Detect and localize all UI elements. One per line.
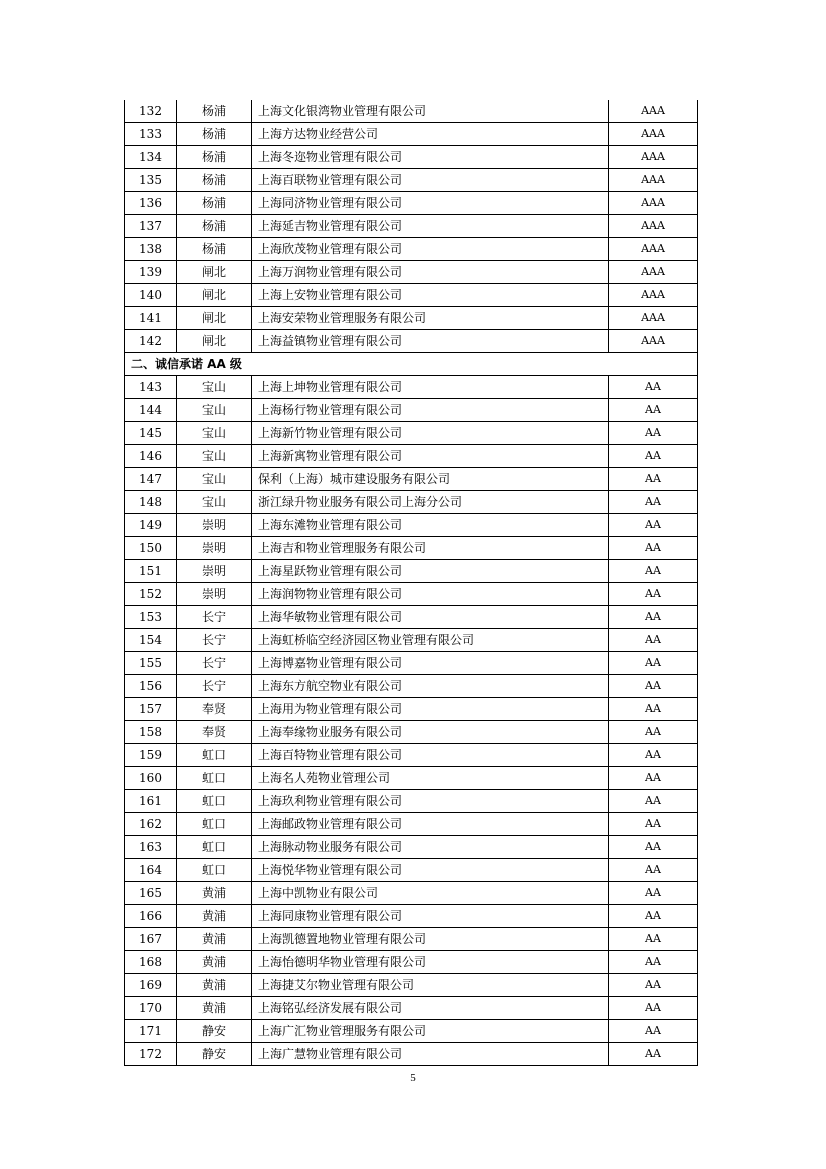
- table-row: [125, 974, 698, 997]
- table-row: [125, 560, 698, 583]
- company-name-cell: 上海欣茂物业管理有限公司: [252, 238, 609, 261]
- section-heading-body: [125, 353, 698, 376]
- district-cell: 奉贤: [177, 721, 252, 744]
- credit-grade-cell: AA: [609, 537, 698, 560]
- section-heading: 二、诚信承诺 AA 级: [125, 353, 698, 376]
- table-row: [125, 215, 698, 238]
- district-cell: 闸北: [177, 261, 252, 284]
- table-row: [125, 675, 698, 698]
- table-row: [125, 767, 698, 790]
- table-row: [125, 261, 698, 284]
- district-cell: 闸北: [177, 330, 252, 353]
- table-row: [125, 813, 698, 836]
- credit-grade-cell: AA: [609, 905, 698, 928]
- row-number: 148: [125, 491, 177, 514]
- row-number: 158: [125, 721, 177, 744]
- table-row: [125, 859, 698, 882]
- row-number: 167: [125, 928, 177, 951]
- row-number: 153: [125, 606, 177, 629]
- credit-grade-cell: AA: [609, 560, 698, 583]
- company-name-cell: 上海冬迩物业管理有限公司: [252, 146, 609, 169]
- table-row: [125, 307, 698, 330]
- district-cell: 虹口: [177, 859, 252, 882]
- row-number: 145: [125, 422, 177, 445]
- district-cell: 虹口: [177, 744, 252, 767]
- company-name-cell: 上海广慧物业管理有限公司: [252, 1043, 609, 1066]
- company-name-cell: 上海虹桥临空经济园区物业管理有限公司: [252, 629, 609, 652]
- table-row: [125, 192, 698, 215]
- credit-grade-cell: AA: [609, 583, 698, 606]
- district-cell: 杨浦: [177, 146, 252, 169]
- company-name-cell: 上海上坤物业管理有限公司: [252, 376, 609, 399]
- table-row: [125, 698, 698, 721]
- row-number: 139: [125, 261, 177, 284]
- credit-grade-cell: AA: [609, 698, 698, 721]
- row-number: 162: [125, 813, 177, 836]
- company-name-cell: 上海新竹物业管理有限公司: [252, 422, 609, 445]
- district-cell: 黄浦: [177, 951, 252, 974]
- company-name-cell: 上海悦华物业管理有限公司: [252, 859, 609, 882]
- table-row: [125, 537, 698, 560]
- district-cell: 长宁: [177, 652, 252, 675]
- row-number: 169: [125, 974, 177, 997]
- company-name-cell: 上海文化银湾物业管理有限公司: [252, 100, 609, 123]
- company-name-cell: 上海奉缘物业服务有限公司: [252, 721, 609, 744]
- credit-grade-cell: AA: [609, 951, 698, 974]
- credit-grade-cell: AAA: [609, 123, 698, 146]
- table-row: [125, 721, 698, 744]
- company-name-cell: 上海同康物业管理有限公司: [252, 905, 609, 928]
- row-number: 161: [125, 790, 177, 813]
- company-name-cell: 上海百特物业管理有限公司: [252, 744, 609, 767]
- company-name-cell: 上海百联物业管理有限公司: [252, 169, 609, 192]
- credit-grade-cell: AA: [609, 629, 698, 652]
- table-row: [125, 284, 698, 307]
- credit-grade-cell: AA: [609, 376, 698, 399]
- credit-grade-cell: AA: [609, 422, 698, 445]
- row-number: 138: [125, 238, 177, 261]
- page-number: 5: [410, 1072, 416, 1084]
- table-row: [125, 445, 698, 468]
- table-row: [125, 491, 698, 514]
- company-name-cell: 上海邮政物业管理有限公司: [252, 813, 609, 836]
- district-cell: 杨浦: [177, 215, 252, 238]
- table-body-aa: [125, 376, 698, 1066]
- district-cell: 虹口: [177, 790, 252, 813]
- credit-grade-cell: AA: [609, 859, 698, 882]
- credit-grade-cell: AAA: [609, 146, 698, 169]
- district-cell: 杨浦: [177, 100, 252, 123]
- company-name-cell: 上海怡德明华物业管理有限公司: [252, 951, 609, 974]
- district-cell: 宝山: [177, 399, 252, 422]
- company-name-cell: 上海东方航空物业有限公司: [252, 675, 609, 698]
- row-number: 146: [125, 445, 177, 468]
- district-cell: 宝山: [177, 445, 252, 468]
- table-row: [125, 330, 698, 353]
- table-row: [125, 146, 698, 169]
- row-number: 157: [125, 698, 177, 721]
- credit-rating-table: [124, 100, 698, 1066]
- credit-grade-cell: AA: [609, 767, 698, 790]
- district-cell: 黄浦: [177, 928, 252, 951]
- row-number: 166: [125, 905, 177, 928]
- row-number: 151: [125, 560, 177, 583]
- table-row: [125, 652, 698, 675]
- district-cell: 闸北: [177, 307, 252, 330]
- company-name-cell: 上海延吉物业管理有限公司: [252, 215, 609, 238]
- company-name-cell: 上海中凯物业有限公司: [252, 882, 609, 905]
- district-cell: 静安: [177, 1043, 252, 1066]
- row-number: 143: [125, 376, 177, 399]
- credit-grade-cell: AAA: [609, 307, 698, 330]
- table-row: [125, 514, 698, 537]
- row-number: 172: [125, 1043, 177, 1066]
- row-number: 163: [125, 836, 177, 859]
- district-cell: 黄浦: [177, 905, 252, 928]
- credit-grade-cell: AA: [609, 721, 698, 744]
- company-name-cell: 上海吉和物业管理服务有限公司: [252, 537, 609, 560]
- credit-grade-cell: AA: [609, 491, 698, 514]
- company-name-cell: 上海博嘉物业管理有限公司: [252, 652, 609, 675]
- credit-grade-cell: AA: [609, 813, 698, 836]
- table-row: [125, 238, 698, 261]
- company-name-cell: 上海捷艾尔物业管理有限公司: [252, 974, 609, 997]
- company-name-cell: 上海东滩物业管理有限公司: [252, 514, 609, 537]
- company-name-cell: 上海名人苑物业管理公司: [252, 767, 609, 790]
- row-number: 150: [125, 537, 177, 560]
- table-row: [125, 100, 698, 123]
- section-heading-row: [125, 353, 698, 376]
- company-name-cell: 浙江绿升物业服务有限公司上海分公司: [252, 491, 609, 514]
- credit-grade-cell: AAA: [609, 261, 698, 284]
- credit-grade-cell: AA: [609, 468, 698, 491]
- row-number: 170: [125, 997, 177, 1020]
- company-name-cell: 保利（上海）城市建设服务有限公司: [252, 468, 609, 491]
- credit-grade-cell: AAA: [609, 100, 698, 123]
- table-row: [125, 905, 698, 928]
- district-cell: 杨浦: [177, 123, 252, 146]
- credit-grade-cell: AAA: [609, 215, 698, 238]
- district-cell: 宝山: [177, 422, 252, 445]
- table-row: [125, 399, 698, 422]
- credit-table-container: [124, 100, 697, 1066]
- credit-grade-cell: AA: [609, 882, 698, 905]
- company-name-cell: 上海安荣物业管理服务有限公司: [252, 307, 609, 330]
- row-number: 135: [125, 169, 177, 192]
- table-row: [125, 1020, 698, 1043]
- company-name-cell: 上海新寓物业管理有限公司: [252, 445, 609, 468]
- table-row: [125, 422, 698, 445]
- table-row: [125, 744, 698, 767]
- district-cell: 静安: [177, 1020, 252, 1043]
- row-number: 149: [125, 514, 177, 537]
- district-cell: 崇明: [177, 560, 252, 583]
- district-cell: 虹口: [177, 836, 252, 859]
- table-row: [125, 169, 698, 192]
- row-number: 154: [125, 629, 177, 652]
- company-name-cell: 上海上安物业管理有限公司: [252, 284, 609, 307]
- row-number: 165: [125, 882, 177, 905]
- table-body-aaa: [125, 100, 698, 353]
- district-cell: 黄浦: [177, 882, 252, 905]
- row-number: 171: [125, 1020, 177, 1043]
- credit-grade-cell: AA: [609, 399, 698, 422]
- table-row: [125, 629, 698, 652]
- district-cell: 黄浦: [177, 974, 252, 997]
- table-row: [125, 1043, 698, 1066]
- table-row: [125, 928, 698, 951]
- credit-grade-cell: AA: [609, 974, 698, 997]
- district-cell: 杨浦: [177, 192, 252, 215]
- credit-grade-cell: AAA: [609, 330, 698, 353]
- row-number: 132: [125, 100, 177, 123]
- row-number: 142: [125, 330, 177, 353]
- row-number: 136: [125, 192, 177, 215]
- credit-grade-cell: AAA: [609, 284, 698, 307]
- credit-grade-cell: AA: [609, 675, 698, 698]
- table-row: [125, 468, 698, 491]
- district-cell: 杨浦: [177, 238, 252, 261]
- company-name-cell: 上海润物物业管理有限公司: [252, 583, 609, 606]
- row-number: 159: [125, 744, 177, 767]
- credit-grade-cell: AA: [609, 836, 698, 859]
- district-cell: 崇明: [177, 583, 252, 606]
- credit-grade-cell: AA: [609, 744, 698, 767]
- company-name-cell: 上海玖利物业管理有限公司: [252, 790, 609, 813]
- district-cell: 虹口: [177, 767, 252, 790]
- credit-grade-cell: AA: [609, 1043, 698, 1066]
- district-cell: 长宁: [177, 629, 252, 652]
- company-name-cell: 上海脉动物业服务有限公司: [252, 836, 609, 859]
- credit-grade-cell: AA: [609, 606, 698, 629]
- company-name-cell: 上海铭弘经济发展有限公司: [252, 997, 609, 1020]
- row-number: 134: [125, 146, 177, 169]
- credit-grade-cell: AAA: [609, 192, 698, 215]
- district-cell: 崇明: [177, 514, 252, 537]
- company-name-cell: 上海凯德置地物业管理有限公司: [252, 928, 609, 951]
- district-cell: 宝山: [177, 468, 252, 491]
- credit-grade-cell: AA: [609, 928, 698, 951]
- credit-grade-cell: AA: [609, 514, 698, 537]
- district-cell: 奉贤: [177, 698, 252, 721]
- credit-grade-cell: AA: [609, 997, 698, 1020]
- credit-grade-cell: AAA: [609, 169, 698, 192]
- row-number: 156: [125, 675, 177, 698]
- table-row: [125, 123, 698, 146]
- company-name-cell: 上海益镇物业管理有限公司: [252, 330, 609, 353]
- company-name-cell: 上海万润物业管理有限公司: [252, 261, 609, 284]
- company-name-cell: 上海杨行物业管理有限公司: [252, 399, 609, 422]
- district-cell: 宝山: [177, 376, 252, 399]
- table-row: [125, 836, 698, 859]
- company-name-cell: 上海用为物业管理有限公司: [252, 698, 609, 721]
- table-row: [125, 583, 698, 606]
- row-number: 144: [125, 399, 177, 422]
- credit-grade-cell: AA: [609, 1020, 698, 1043]
- district-cell: 长宁: [177, 606, 252, 629]
- district-cell: 杨浦: [177, 169, 252, 192]
- table-row: [125, 606, 698, 629]
- district-cell: 崇明: [177, 537, 252, 560]
- district-cell: 闸北: [177, 284, 252, 307]
- row-number: 155: [125, 652, 177, 675]
- district-cell: 宝山: [177, 491, 252, 514]
- company-name-cell: 上海方达物业经营公司: [252, 123, 609, 146]
- credit-grade-cell: AA: [609, 790, 698, 813]
- credit-grade-cell: AA: [609, 652, 698, 675]
- district-cell: 长宁: [177, 675, 252, 698]
- credit-grade-cell: AA: [609, 445, 698, 468]
- row-number: 152: [125, 583, 177, 606]
- row-number: 133: [125, 123, 177, 146]
- row-number: 137: [125, 215, 177, 238]
- table-row: [125, 997, 698, 1020]
- credit-grade-cell: AAA: [609, 238, 698, 261]
- table-row: [125, 951, 698, 974]
- table-row: [125, 882, 698, 905]
- row-number: 147: [125, 468, 177, 491]
- company-name-cell: 上海华敏物业管理有限公司: [252, 606, 609, 629]
- company-name-cell: 上海广汇物业管理服务有限公司: [252, 1020, 609, 1043]
- row-number: 168: [125, 951, 177, 974]
- company-name-cell: 上海同济物业管理有限公司: [252, 192, 609, 215]
- district-cell: 虹口: [177, 813, 252, 836]
- row-number: 160: [125, 767, 177, 790]
- row-number: 164: [125, 859, 177, 882]
- company-name-cell: 上海星跃物业管理有限公司: [252, 560, 609, 583]
- district-cell: 黄浦: [177, 997, 252, 1020]
- table-row: [125, 376, 698, 399]
- row-number: 140: [125, 284, 177, 307]
- row-number: 141: [125, 307, 177, 330]
- table-row: [125, 790, 698, 813]
